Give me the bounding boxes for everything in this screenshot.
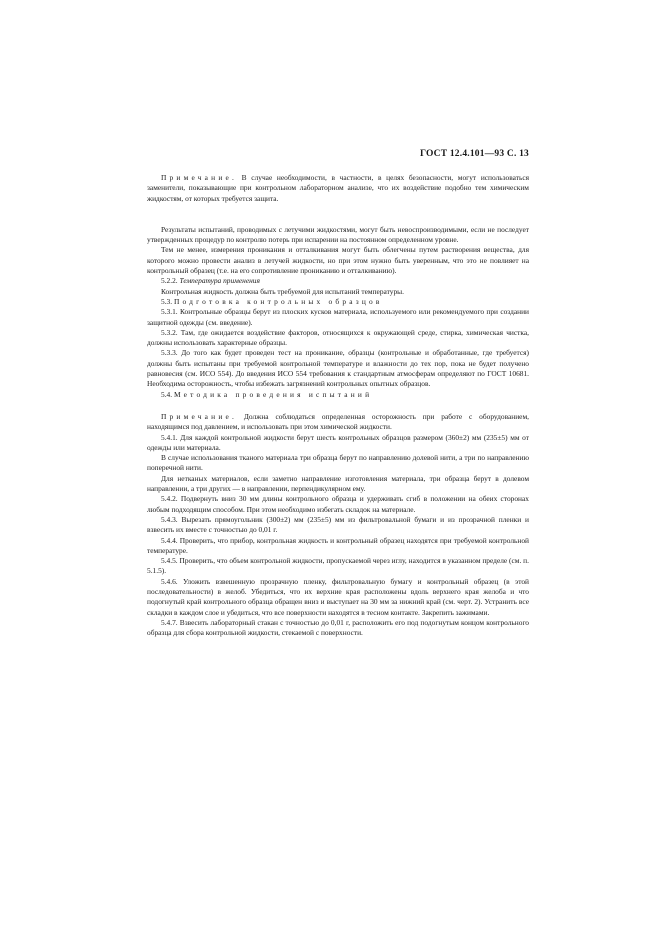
- section-heading-5-2-2: [147, 276, 529, 286]
- paragraph-results: Результаты испытаний, проводимых с летучими жидкостями, могут быть невоспроизводимыми, если не последует утвержденных процедур по контролю потерь при испарении на постоянном определенном уровне.: [147, 224, 529, 245]
- paragraph-5-4-7: 5.4.7. Взвесить лабораторный стакан с точностью до 0,01 г, расположить его под подогнутым концом контрольного образца для сбора контрольной жидкости, стекаемой с поверхности.: [147, 617, 529, 638]
- paragraph-5-4-1: 5.4.1. Для каждой контрольной жидкости берут шесть контрольных образцов размером (360±2) мм (235±5) мм от одежды или материала.: [147, 432, 529, 452]
- paragraph-5-3-1: 5.3.1. Контрольные образцы берут из плоских кусков материала, используемого или рекомендуемого при создании защитной одежды (см. введение).: [147, 307, 529, 327]
- section-title: Температура применения: [179, 276, 260, 286]
- paragraph-however: Тем не менее, измерения проникания и отталкивания могут быть облегчены путем растворения вещества, для которого можно провести анализ в летучей жидкости, но при этом нужно быть уверенным, что это не повлияет на контрольный образец (т.е. на его сопротивление прониканию и отталкиванию).: [147, 245, 529, 276]
- paragraph-5-4-3: 5.4.3. Вырезать прямоугольник (300±2) мм (235±5) мм из фильтровальной бумаги и из прозрачной пленки и взвесить их вместе с точностью до 0,01 г.: [147, 514, 529, 535]
- note-text: В случае необходимости, в частности, в целях безопасности, могут использоваться заменители, показывающие при контрольном лабораторном анализе, что их воздействие подобно тем химическим жидкостям, от которых требуется защита.: [147, 173, 529, 203]
- section-heading-5-4: [147, 390, 529, 400]
- note-label: Примечание.: [161, 173, 237, 182]
- section-number: 5.4.: [161, 389, 173, 399]
- section-number: 5.2.2.: [161, 276, 178, 286]
- paragraph-temperature: Контрольная жидкость должна быть требуемой для испытаний температуры.: [161, 286, 404, 296]
- paragraph-5-3-3: 5.3.3. До того как будет проведен тест на проникание, образцы (контрольные и обработанные, где требуется) должны быть испытаны при требуемой контрольной температуре и влажности до тех пор, пока не будет получено равновесия (см. ИСО 554). До введения ИСО 554 требования к стандартным атмосферам определяют по ГОСТ 10681. Необходима осторожность, чтобы избежать загрязнений контрольных опытных образцов.: [147, 348, 529, 389]
- paragraph-5-4-1-nonwoven: Для нетканых материалов, если заметно направление изготовления материала, три образца берут в долевом направлении, а три других — в направлении, перпендикулярном ему.: [147, 473, 529, 494]
- paragraph-5-4-1-woven: В случае использования тканого материала три образца берут по направлению долевой нити, а три по направлению поперечной нити.: [147, 453, 529, 473]
- paragraph-5-4-5: 5.4.5. Проверить, что объем контрольной жидкости, пропускаемой через иглу, находится в указанном пределе (см. п. 5.1.5).: [147, 556, 529, 576]
- section-number: 5.3.: [161, 296, 173, 306]
- section-title: Подготовка контрольных образцов: [173, 296, 383, 306]
- note-label: Примечание.: [161, 411, 237, 421]
- paragraph-5-4-6: 5.4.6. Уложить взвешенную прозрачную пленку, фильтровальную бумагу и контрольный образец (в этой последовательности) в желоб. Убедиться, что их верхние края расположены вдоль верхнего края желоба и что подогнутый край контрольного образца обращен вниз и выступает на 30 мм за нижний край (см. черт. 2). Устранить все складки в каждом слое и убедиться, что все поверхности находятся в тесном контакте. Закрепить зажимами.: [147, 576, 529, 617]
- section-heading-5-3: [147, 297, 529, 307]
- page-header: ГОСТ 12.4.101—93 С. 13: [419, 149, 529, 159]
- paragraph-5-3-2: 5.3.2. Там, где ожидается воздействие факторов, относящихся к окружающей среде, стирка, химическая чистка, должны использовать характерные образцы.: [147, 327, 529, 348]
- note-paragraph: [147, 412, 529, 433]
- paragraph-5-4-2: 5.4.2. Подвернуть вниз 30 мм длины контрольного образца и удерживать сгиб в положении на обеих сторонах любым подходящим способом. При этом необходимо избегать складок на материале.: [147, 494, 529, 514]
- section-title: Методика проведения испытаний: [173, 389, 373, 399]
- note-text: Должна соблюдаться определенная осторожность при работе с оборудованием, находящимся под давлением, и использовать при этом химической жидкости.: [147, 411, 529, 432]
- document-body: [147, 173, 529, 638]
- note-paragraph: [147, 173, 529, 204]
- paragraph-5-4-4: 5.4.4. Проверить, что прибор, контрольная жидкость и контрольный образец находятся при требуемой контрольной температуре.: [147, 535, 529, 555]
